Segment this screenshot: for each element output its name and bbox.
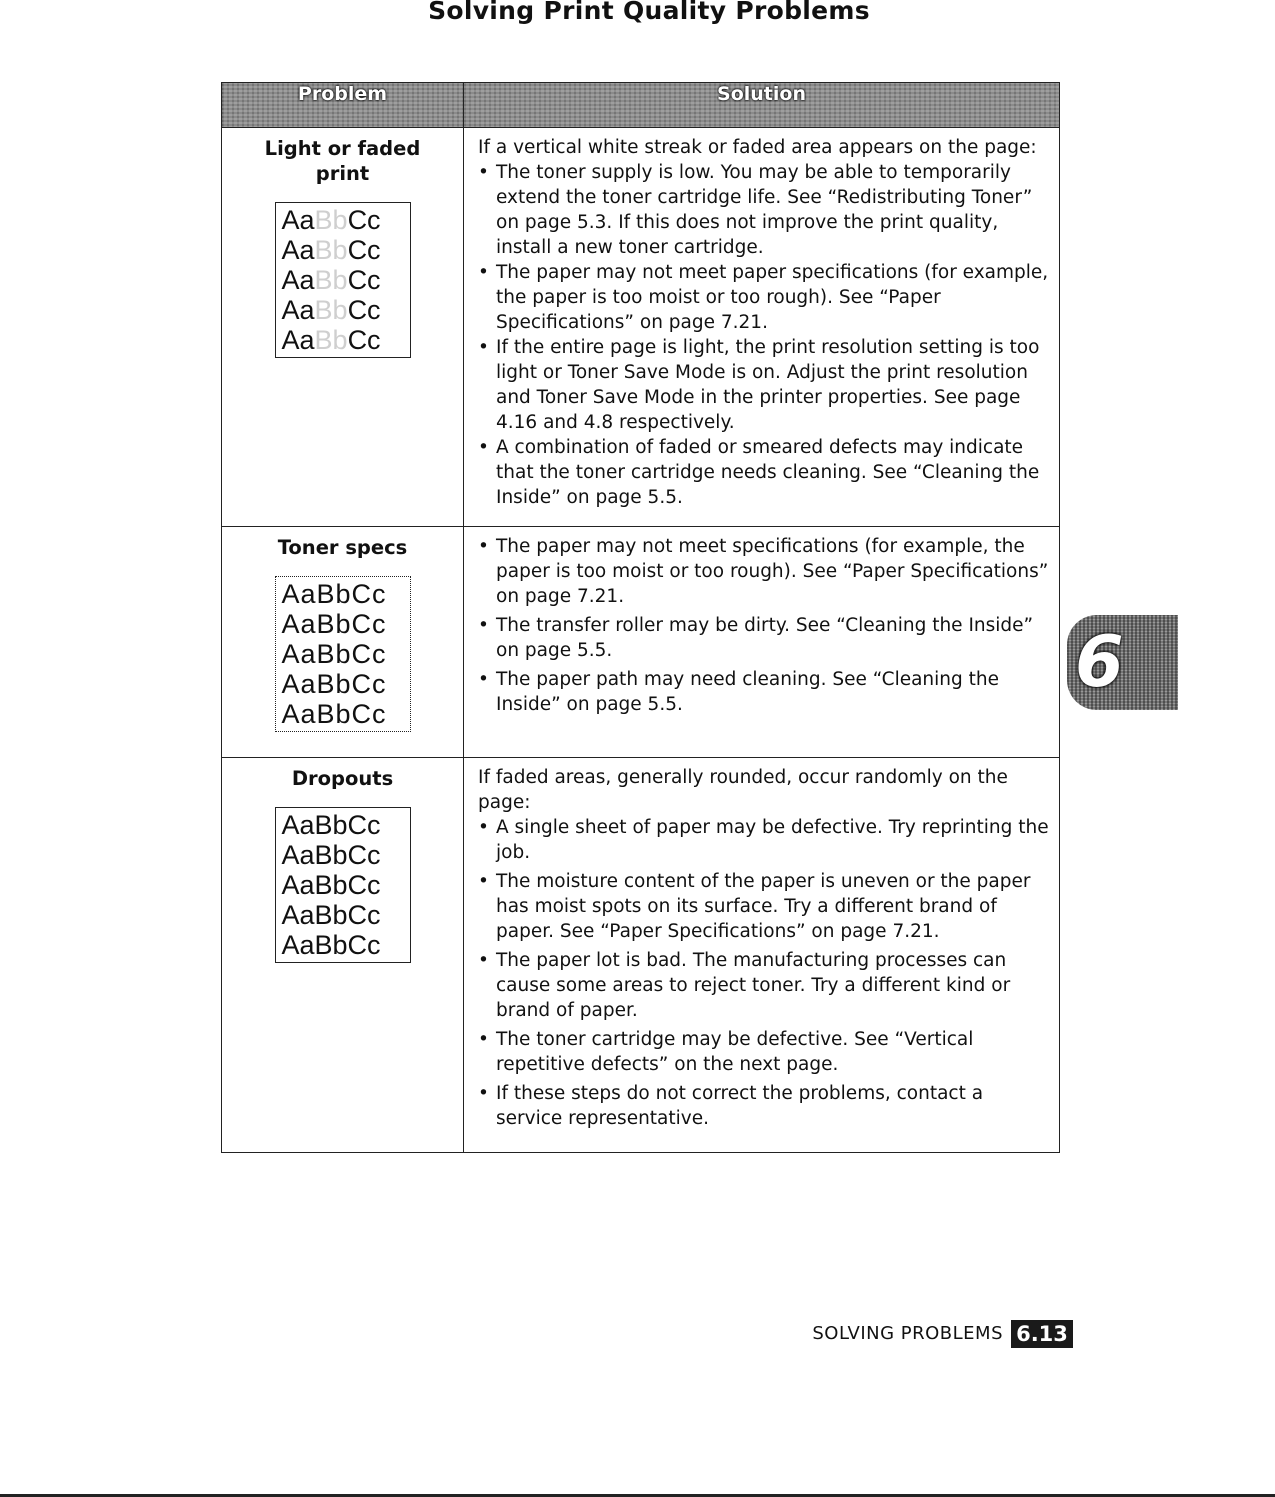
solution-item: • If these steps do not correct the problems, contact a service representative.	[478, 1081, 1049, 1131]
solution-item: • The paper may not meet specifications (for example, the paper is too moist or too rough). See “Paper Specifications” on page 7.21.	[478, 534, 1049, 609]
sample-line: AaBbCc	[281, 235, 381, 265]
solution-item: • The paper may not meet paper specifications (for example, the paper is too moist or too rough). See “Paper Specifications” on page 7.21.	[478, 260, 1049, 335]
solution-item: • The paper path may need cleaning. See “Cleaning the Inside” on page 5.5.	[478, 667, 1049, 717]
sample-line: AaBbCc	[281, 579, 387, 609]
solution-cell	[464, 527, 1060, 758]
problem-cell	[222, 758, 464, 1153]
problem-cell	[222, 128, 464, 527]
solution-list	[478, 160, 1049, 510]
problem-title: Dropouts	[291, 767, 394, 790]
sample-line: AaBbCc	[281, 325, 381, 355]
sample-line: AaBbCc	[281, 669, 387, 699]
chapter-tab	[1067, 615, 1178, 710]
table-row	[222, 758, 1060, 1153]
print-sample-faded	[275, 202, 411, 358]
sample-line: AaBbCc	[281, 930, 381, 960]
solution-item: • The toner supply is low. You may be able to temporarily extend the toner cartridge life. See “Redistributing Toner” on page 5.3. If this does not improve the print quality, install a new toner cartridge.	[478, 160, 1049, 260]
solution-intro: If a vertical white streak or faded area appears on the page:	[478, 137, 1037, 158]
print-sample-dropouts	[275, 807, 411, 963]
solution-item: • The moisture content of the paper is uneven or the paper has moist spots on its surface. Try a different brand of paper. See “Paper Specifications” on page 7.21.	[478, 869, 1049, 944]
footer-section: SOLVING PROBLEMS	[812, 1323, 1003, 1344]
solution-cell	[464, 758, 1060, 1153]
solution-item: • The paper lot is bad. The manufacturing processes can cause some areas to reject toner. Try a different kind or brand of paper.	[478, 948, 1049, 1023]
table-header-row	[222, 83, 1060, 128]
solution-item: • A single sheet of paper may be defective. Try reprinting the job.	[478, 815, 1049, 865]
problem-title: Toner specs	[277, 536, 408, 559]
solution-cell	[464, 128, 1060, 527]
problem-title: Light or faded print	[264, 137, 421, 185]
sample-line: AaBbCc	[281, 840, 381, 870]
print-sample-toner-specs	[275, 576, 411, 732]
footer-page-number: 6.13	[1011, 1320, 1073, 1348]
solution-item: • A combination of faded or smeared defects may indicate that the toner cartridge needs cleaning. See “Cleaning the Inside” on page 5.5.	[478, 435, 1049, 510]
sample-line: AaBbCc	[281, 295, 381, 325]
chapter-number: 6	[1075, 621, 1124, 703]
solution-item: • If the entire page is light, the print resolution setting is too light or Toner Save Mode is on. Adjust the print resolution and Toner Save Mode in the printer properties. See page 4.16 and 4.8 respectively.	[478, 335, 1049, 435]
sample-line: AaBbCc	[281, 900, 381, 930]
sample-line: AaBbCc	[281, 265, 381, 295]
problem-cell	[222, 527, 464, 758]
solution-item: • The toner cartridge may be defective. See “Vertical repetitive defects” on the next page.	[478, 1027, 1049, 1077]
sample-line: AaBbCc	[281, 205, 381, 235]
sample-line: AaBbCc	[281, 870, 381, 900]
solution-list	[478, 534, 1049, 717]
problem-solution-table	[221, 82, 1060, 1153]
page-title: Solving Print Quality Problems	[428, 0, 870, 25]
header-solution: Solution	[464, 83, 1060, 128]
header-problem: Problem	[222, 83, 464, 128]
sample-line: AaBbCc	[281, 699, 387, 729]
sample-line: AaBbCc	[281, 810, 381, 840]
table-row	[222, 128, 1060, 527]
sample-line: AaBbCc	[281, 609, 387, 639]
table-row	[222, 527, 1060, 758]
solution-item: • The transfer roller may be dirty. See “Cleaning the Inside” on page 5.5.	[478, 613, 1049, 663]
sample-line: AaBbCc	[281, 639, 387, 669]
solution-intro: If faded areas, generally rounded, occur randomly on the page:	[478, 767, 1008, 813]
solution-list	[478, 815, 1049, 1131]
